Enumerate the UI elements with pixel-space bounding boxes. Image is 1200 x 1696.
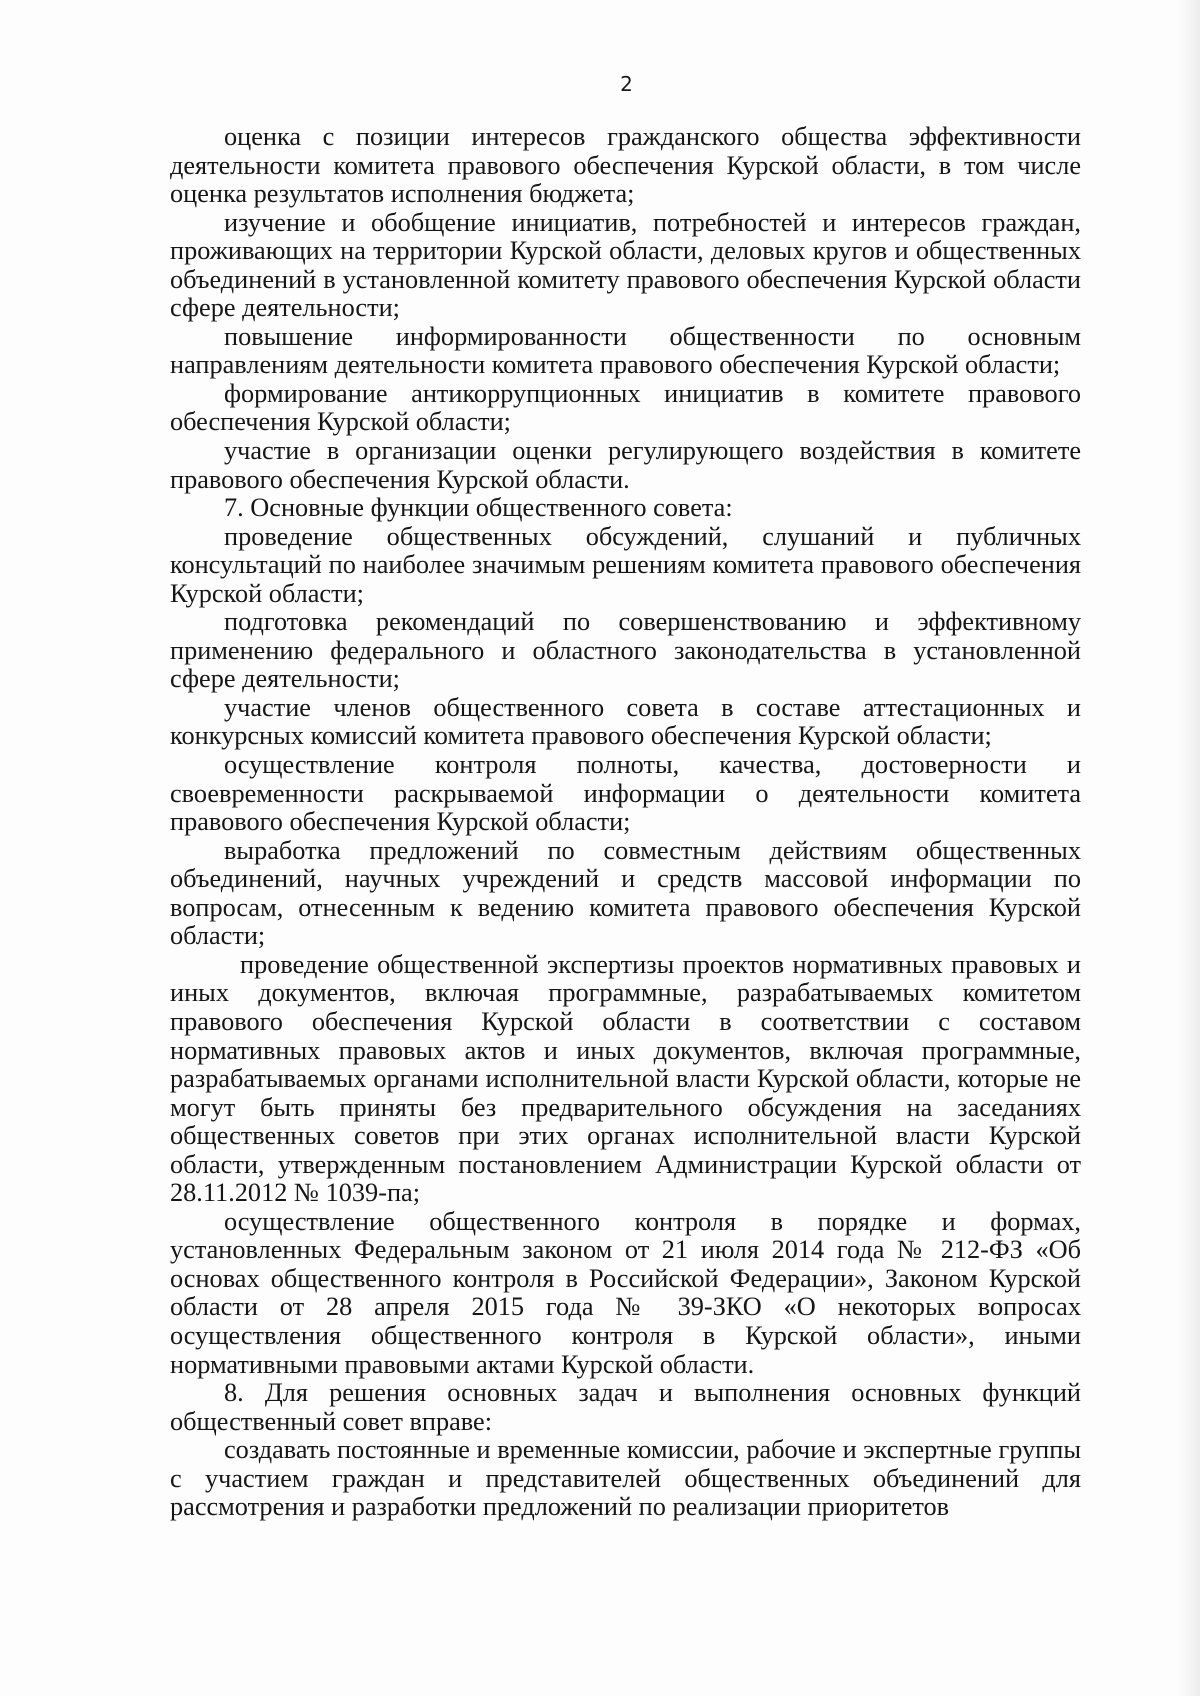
section-heading: 7. Основные функции общественного совета: [224,493,733,523]
paragraph: проведение общественной экспертизы проектов нормативных правовых и иных документов, включая программные, разрабатываемых комитетом правового обеспечения Курской области в соответствии с составом нормативных правовых актов и иных документов, включая программные, разрабатываемых органами исполнительной власти Курской области, которые не могут быть приняты без предварительного обсуждения на заседаниях общественных советов при этих органах исполнительной власти Курской области, утвержденным постановлением Администрации Курской области от 28.11.2012 № 1039-па; [170,949,1081,1208]
paragraph: выработка предложений по совместным действиям общественных объединений, научных учреждений и средств массовой информации по вопросам, отнесенным к ведению комитета правового обеспечения Курской области; [170,835,1081,951]
paragraph: повышение информированности общественности по основным направлениям деятельности комитета правового обеспечения Курской области; [170,321,1081,380]
page-edge-shadow [1178,0,1200,1696]
paragraph: участие членов общественного совета в составе аттестационных и конкурсных комиссий комитета правового обеспечения Курской области; [170,692,1081,751]
body-text [170,123,1081,1522]
paragraph: формирование антикоррупционных инициатив в комитете правового обеспечения Курской области; [170,378,1081,437]
paragraph: создавать постоянные и временные комиссии, рабочие и экспертные группы с участием граждан и представителей общественных объединений для рассмотрения и разработки предложений по реализации приоритетов [170,1435,1081,1522]
paragraph: осуществление общественного контроля в порядке и формах, установленных Федеральным законом от 21 июля 2014 года № 212-ФЗ «Об основах общественного контроля в Российской Федерации», Законом Курской области от 28 апреля 2015 года № 39-ЗКО «О некоторых вопросах осуществления общественного контроля в Курской области», иными нормативными правовыми актами Курской области. [170,1206,1081,1379]
page-number: 2 [620,72,633,96]
paragraph: осуществление контроля полноты, качества, достоверности и своевременности раскрываемой информации о деятельности комитета правового обеспечения Курской области; [170,750,1081,837]
paragraph: изучение и обобщение инициатив, потребностей и интересов граждан, проживающих на территории Курской области, деловых кругов и общественных объединений в установленной комитету правового обеспечения Курской области сфере деятельности; [170,207,1081,323]
paragraph: подготовка рекомендаций по совершенствованию и эффективному применению федерального и областного законодательства в установленной сфере деятельности; [170,607,1081,694]
paragraph: проведение общественных обсуждений, слушаний и публичных консультаций по наиболее значимым решениям комитета правового обеспечения Курской области; [170,521,1081,608]
section-heading: 8. Для решения основных задач и выполнения основных функций общественный совет вправе: [170,1378,1081,1436]
paragraph: участие в организации оценки регулирующего воздействия в комитете правового обеспечения Курской области. [170,436,1081,494]
paragraph: оценка с позиции интересов гражданского общества эффективности деятельности комитета правового обеспечения Курской области, в том числе оценка результатов исполнения бюджета; [170,122,1081,209]
